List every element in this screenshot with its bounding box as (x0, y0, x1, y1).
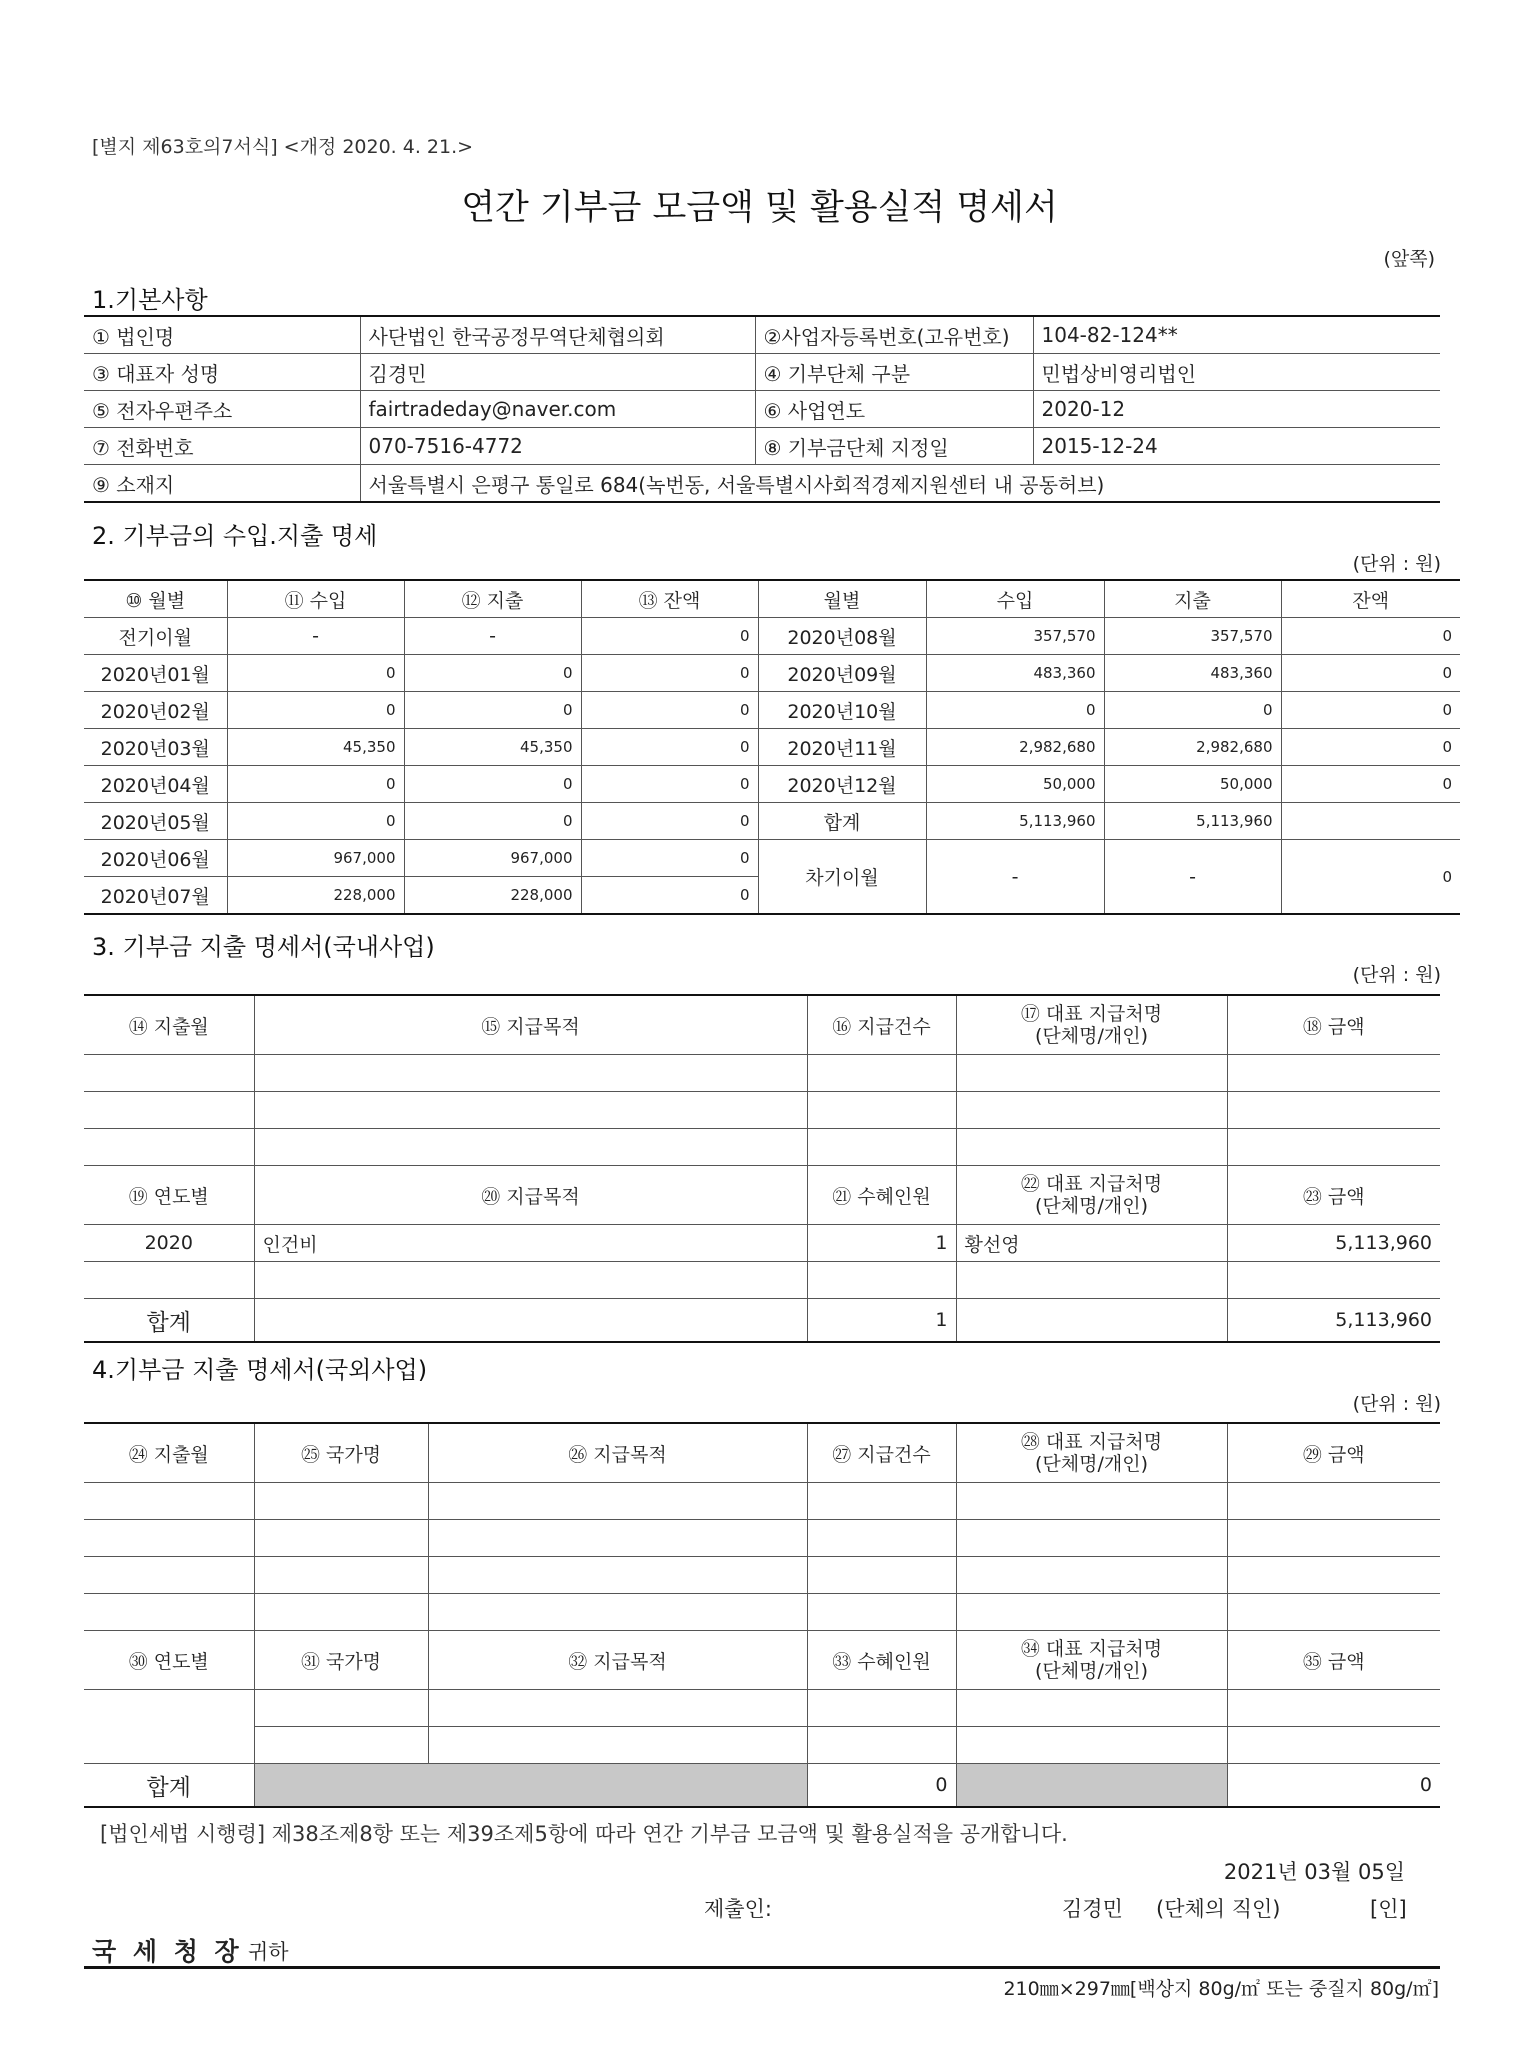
expense-cell: 228,000 (404, 877, 581, 915)
column-header: ㉔ 지출월 (84, 1423, 254, 1483)
section4-title: 4.기부금 지출 명세서(국외사업) (92, 1356, 428, 1384)
table-total-row (84, 1299, 1440, 1343)
section2-title: 2. 기부금의 수입.지출 명세 (92, 522, 378, 550)
table-row (84, 729, 1460, 766)
column-header (956, 1423, 1227, 1483)
column-header: 수입 (926, 580, 1104, 618)
domestic-expense-table (84, 994, 1440, 1343)
month-cell: 2020년05월 (84, 803, 227, 840)
balance-cell: 0 (581, 729, 758, 766)
purpose-cell: 인건비 (254, 1225, 807, 1262)
month-cell: 2020년02월 (84, 692, 227, 729)
header-line: (단체명/개인) (1035, 1453, 1148, 1475)
month-cell: 2020년08월 (758, 618, 926, 655)
balance-cell: 0 (1281, 766, 1460, 803)
expense-cell: 45,350 (404, 729, 581, 766)
table-row (84, 1129, 1440, 1166)
header-line: (단체명/개인) (1035, 1195, 1148, 1217)
expense-cell: 50,000 (1104, 766, 1281, 803)
header-line: ㉞ 대표 지급처명 (1020, 1638, 1163, 1660)
balance-cell: 0 (581, 692, 758, 729)
table-row (84, 692, 1460, 729)
field-label: ③ 대표자 성명 (84, 354, 360, 391)
table-header-row (84, 995, 1440, 1055)
table-row (84, 1092, 1440, 1129)
recipient-suffix: 귀하 (248, 1940, 289, 1964)
field-label: ④ 기부단체 구분 (755, 354, 1033, 391)
expense-cell: 0 (404, 655, 581, 692)
paper-spec: 210㎜×297㎜[백상지 80g/㎡ 또는 중질지 80g/㎡] (1003, 1978, 1439, 2000)
carry-forward-label: 차기이월 (758, 840, 926, 915)
column-header: ⑱ 금액 (1227, 995, 1440, 1055)
table-row (84, 618, 1460, 655)
table-header-row (84, 1631, 1440, 1690)
field-label: ⑨ 소재지 (84, 465, 360, 503)
field-label: ⑥ 사업연도 (755, 391, 1033, 428)
total-label: 합계 (84, 1764, 254, 1808)
month-cell: 전기이월 (84, 618, 227, 655)
month-cell: 2020년03월 (84, 729, 227, 766)
column-header: ⑫ 지출 (404, 580, 581, 618)
table-row (84, 1055, 1440, 1092)
expense-cell: - (404, 618, 581, 655)
table-row (84, 428, 1440, 465)
month-cell: 2020년04월 (84, 766, 227, 803)
header-line: ⑰ 대표 지급처명 (1020, 1003, 1163, 1025)
balance-cell: 0 (1281, 692, 1460, 729)
field-value: 사단법인 한국공정무역단체협의회 (360, 316, 755, 354)
column-header: 월별 (758, 580, 926, 618)
field-label: ②사업자등록번호(고유번호) (755, 316, 1033, 354)
month-cell: 2020년06월 (84, 840, 227, 877)
column-header: ㉝ 수혜인원 (807, 1631, 956, 1690)
field-value: 민법상비영리법인 (1033, 354, 1440, 391)
submitter-name: 김경민 (1062, 1897, 1123, 1921)
column-header: ⑮ 지급목적 (254, 995, 807, 1055)
income-cell: - (227, 618, 404, 655)
table-total-row (84, 1764, 1440, 1808)
carry-forward-balance: 0 (1281, 840, 1460, 915)
table-row (84, 1727, 1440, 1764)
table-row (84, 1520, 1440, 1557)
total-amount: 0 (1227, 1764, 1440, 1808)
table-row (84, 1690, 1440, 1727)
column-header: 잔액 (1281, 580, 1460, 618)
section3-title: 3. 기부금 지출 명세서(국내사업) (92, 933, 435, 961)
column-header (956, 995, 1227, 1055)
page-side-label: (앞쪽) (1383, 248, 1435, 270)
table-row (84, 840, 1460, 877)
field-label: ⑤ 전자우편주소 (84, 391, 360, 428)
form-label: [별지 제63호의7서식] <개정 2020. 4. 21.> (92, 136, 474, 158)
column-header: ㉟ 금액 (1227, 1631, 1440, 1690)
expense-cell: 2,982,680 (1104, 729, 1281, 766)
income-cell: 228,000 (227, 877, 404, 915)
column-header: ⑳ 지급목적 (254, 1166, 807, 1225)
legal-notice: [법인세법 시행령] 제38조제8항 또는 제39조제5항에 따라 연간 기부금 모금액 및 활용실적을 공개합니다. (100, 1822, 1068, 1846)
unit-label: (단위 : 원) (1352, 553, 1441, 575)
income-cell: 357,570 (926, 618, 1104, 655)
balance-cell: 0 (581, 766, 758, 803)
expense-cell: 483,360 (1104, 655, 1281, 692)
table-row (84, 1262, 1440, 1299)
carry-forward-income: - (926, 840, 1104, 915)
table-row (84, 1557, 1440, 1594)
balance-cell: 0 (581, 655, 758, 692)
income-cell: 0 (227, 692, 404, 729)
table-row (84, 465, 1440, 503)
column-header: ⑩ 월별 (84, 580, 227, 618)
month-cell: 2020년11월 (758, 729, 926, 766)
basic-info-table (84, 315, 1440, 503)
field-label: ⑦ 전화번호 (84, 428, 360, 465)
recipient: 국 세 청 장 (92, 1937, 243, 1966)
field-value: 김경민 (360, 354, 755, 391)
table-row (84, 655, 1460, 692)
field-label: ⑧ 기부금단체 지정일 (755, 428, 1033, 465)
header-line: ㉒ 대표 지급처명 (1020, 1173, 1163, 1195)
column-header: ⑭ 지출월 (84, 995, 254, 1055)
table-row (84, 1225, 1440, 1262)
income-cell: 0 (227, 803, 404, 840)
income-expense-table (84, 579, 1460, 915)
month-cell: 2020년07월 (84, 877, 227, 915)
expense-cell: 0 (404, 692, 581, 729)
total-count: 1 (807, 1299, 956, 1343)
table-row (84, 316, 1440, 354)
expense-cell: 0 (1104, 692, 1281, 729)
income-cell: 967,000 (227, 840, 404, 877)
month-cell: 2020년01월 (84, 655, 227, 692)
month-cell: 2020년09월 (758, 655, 926, 692)
column-header: ㉚ 연도별 (84, 1631, 254, 1690)
column-header: ⑲ 연도별 (84, 1166, 254, 1225)
expense-cell: 0 (404, 803, 581, 840)
submitter-role: (단체의 직인) (1156, 1897, 1281, 1921)
month-cell: 2020년12월 (758, 766, 926, 803)
section1-title: 1.기본사항 (92, 286, 208, 314)
income-total: 5,113,960 (926, 803, 1104, 840)
table-row (84, 803, 1460, 840)
column-header: ㉙ 금액 (1227, 1423, 1440, 1483)
balance-total (1281, 803, 1460, 840)
field-value: 서울특별시 은평구 통일로 684(녹번동, 서울특별시사회적경제지원센터 내 공동허브) (360, 465, 1440, 503)
table-header-row (84, 1166, 1440, 1225)
total-count: 0 (807, 1764, 956, 1808)
total-label: 합계 (758, 803, 926, 840)
header-line: (단체명/개인) (1035, 1660, 1148, 1682)
field-value: 2020-12 (1033, 391, 1440, 428)
overseas-expense-table (84, 1422, 1440, 1808)
table-row (84, 1594, 1440, 1631)
expense-cell: 357,570 (1104, 618, 1281, 655)
column-header: ㉕ 국가명 (254, 1423, 428, 1483)
total-label: 합계 (84, 1299, 254, 1343)
income-cell: 0 (227, 655, 404, 692)
column-header: ㉖ 지급목적 (428, 1423, 807, 1483)
balance-cell: 0 (581, 618, 758, 655)
income-cell: 483,360 (926, 655, 1104, 692)
expense-cell: 0 (404, 766, 581, 803)
table-row (84, 766, 1460, 803)
column-header: ㉑ 수혜인원 (807, 1166, 956, 1225)
table-row (84, 1483, 1440, 1520)
field-value: 2015-12-24 (1033, 428, 1440, 465)
income-cell: 0 (227, 766, 404, 803)
balance-cell: 0 (581, 840, 758, 877)
balance-cell: 0 (1281, 729, 1460, 766)
submission-date: 2021년 03월 05일 (1223, 1860, 1405, 1884)
seal-mark: [인] (1370, 1897, 1407, 1921)
balance-cell: 0 (581, 803, 758, 840)
column-header: ⑯ 지급건수 (807, 995, 956, 1055)
column-header: ⑬ 잔액 (581, 580, 758, 618)
column-header: ㉜ 지급목적 (428, 1631, 807, 1690)
bottom-rule (84, 1966, 1440, 1969)
expense-cell: 967,000 (404, 840, 581, 877)
column-header: 지출 (1104, 580, 1281, 618)
amount-cell: 5,113,960 (1227, 1225, 1440, 1262)
table-row (84, 354, 1440, 391)
payee-cell: 황선영 (956, 1225, 1227, 1262)
field-label: ① 법인명 (84, 316, 360, 354)
field-value: fairtradeday@naver.com (360, 391, 755, 428)
income-cell: 0 (926, 692, 1104, 729)
field-value: 104-82-124** (1033, 316, 1440, 354)
carry-forward-expense: - (1104, 840, 1281, 915)
balance-cell: 0 (581, 877, 758, 915)
month-cell: 2020년10월 (758, 692, 926, 729)
document-title: 연간 기부금 모금액 및 활용실적 명세서 (461, 188, 1058, 228)
year-cell: 2020 (84, 1225, 254, 1262)
column-header: ㉗ 지급건수 (807, 1423, 956, 1483)
table-header-row (84, 580, 1460, 618)
column-header: ㉓ 금액 (1227, 1166, 1440, 1225)
total-amount: 5,113,960 (1227, 1299, 1440, 1343)
submitter-label: 제출인: (704, 1897, 772, 1921)
table-header-row (84, 1423, 1440, 1483)
income-cell: 2,982,680 (926, 729, 1104, 766)
field-value: 070-7516-4772 (360, 428, 755, 465)
unit-label: (단위 : 원) (1352, 1393, 1441, 1415)
expense-total: 5,113,960 (1104, 803, 1281, 840)
header-line: (단체명/개인) (1035, 1025, 1148, 1047)
column-header (956, 1166, 1227, 1225)
column-header: ⑪ 수입 (227, 580, 404, 618)
count-cell: 1 (807, 1225, 956, 1262)
unit-label: (단위 : 원) (1352, 964, 1441, 986)
balance-cell: 0 (1281, 655, 1460, 692)
balance-cell: 0 (1281, 618, 1460, 655)
column-header: ㉛ 국가명 (254, 1631, 428, 1690)
header-line: ㉘ 대표 지급처명 (1020, 1431, 1163, 1453)
column-header (956, 1631, 1227, 1690)
table-row (84, 391, 1440, 428)
income-cell: 50,000 (926, 766, 1104, 803)
income-cell: 45,350 (227, 729, 404, 766)
